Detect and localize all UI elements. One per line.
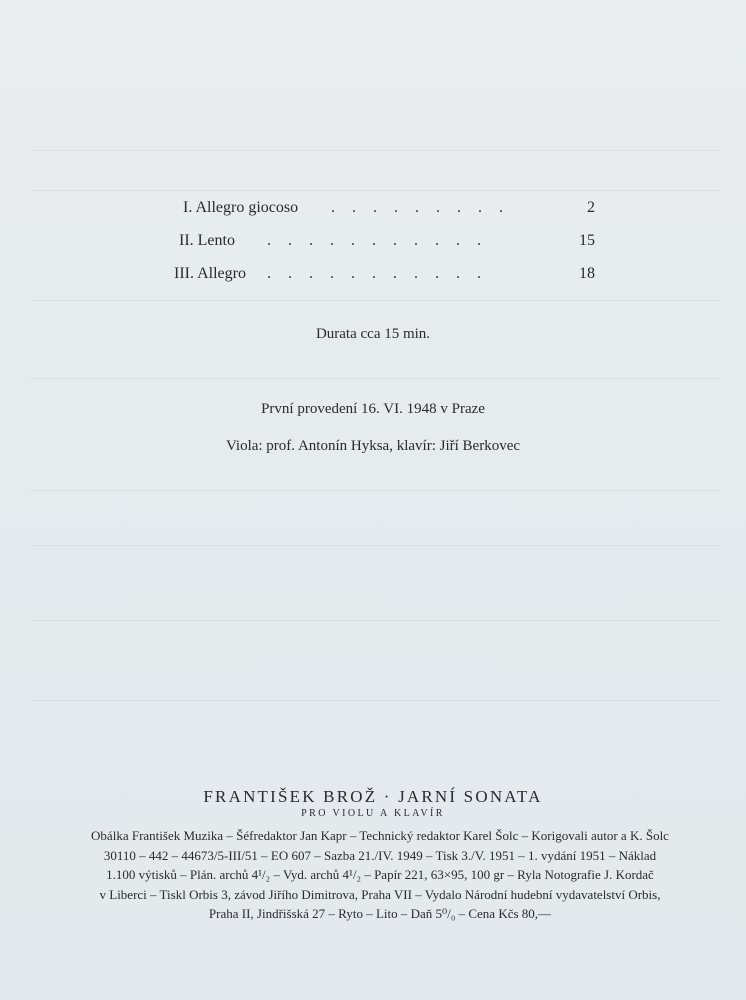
toc-entry-leader: . . . . . . . . . . .: [267, 232, 481, 249]
toc-entry-page: 15: [579, 232, 595, 249]
imprint-line: Praha II, Jindřišská 27 – Ryto – Lito – Daň 5⁰/₀ – Cena Kčs 80,—: [208, 906, 552, 921]
toc-entry-title: I. Allegro giocoso: [183, 199, 299, 216]
performers-note: Viola: prof. Antonín Hyksa, klavír: Jiří Berkovec: [225, 438, 521, 454]
toc-entry: [179, 229, 595, 262]
table-of-contents: [174, 196, 595, 295]
toc-entry-leader: . . . . . . . . . . .: [267, 265, 481, 282]
imprint-line: 30110 – 442 – 44673/5-III/51 – EO 607 – Sazba 21./IV. 1949 – Tisk 3./V. 1951 – 1. vydání 1951 – Náklad: [103, 847, 657, 863]
work-subheading: PRO VIOLU A KLAVÍR: [301, 808, 445, 819]
premiere-note: První provedení 16. VI. 1948 v Praze: [261, 401, 485, 417]
toc-entry-leader: . . . . . . . . .: [331, 199, 503, 216]
work-heading: FRANTIŠEK BROŽ · JARNÍ SONATA: [203, 787, 543, 806]
toc-entry-page: 2: [587, 199, 595, 216]
toc-entry-title: III. Allegro: [174, 265, 246, 282]
toc-entry-page: 18: [579, 265, 595, 282]
imprint-line: 1.100 výtisků – Plán. archů 4¹/₂ – Vyd. archů 4¹/₂ – Papír 221, 63×95, 100 gr – Ryla Notografie J. Kordač: [106, 867, 654, 882]
toc-entry: [183, 196, 595, 229]
duration-note: Durata cca 15 min.: [315, 326, 431, 342]
imprint-line: v Liberci – Tiskl Orbis 3, závod Jiřího Dimitrova, Praha VII – Vydalo Národní hudební vydavatelství Orbis,: [99, 886, 661, 902]
imprint-block: [70, 826, 690, 924]
toc-entry-title: II. Lento: [179, 232, 235, 249]
imprint-line: Obálka František Muzika – Šéfredaktor Jan Kapr – Technický redaktor Karel Šolc – Korigovali autor a K. Šolc: [91, 828, 669, 843]
toc-entry: [174, 262, 595, 295]
